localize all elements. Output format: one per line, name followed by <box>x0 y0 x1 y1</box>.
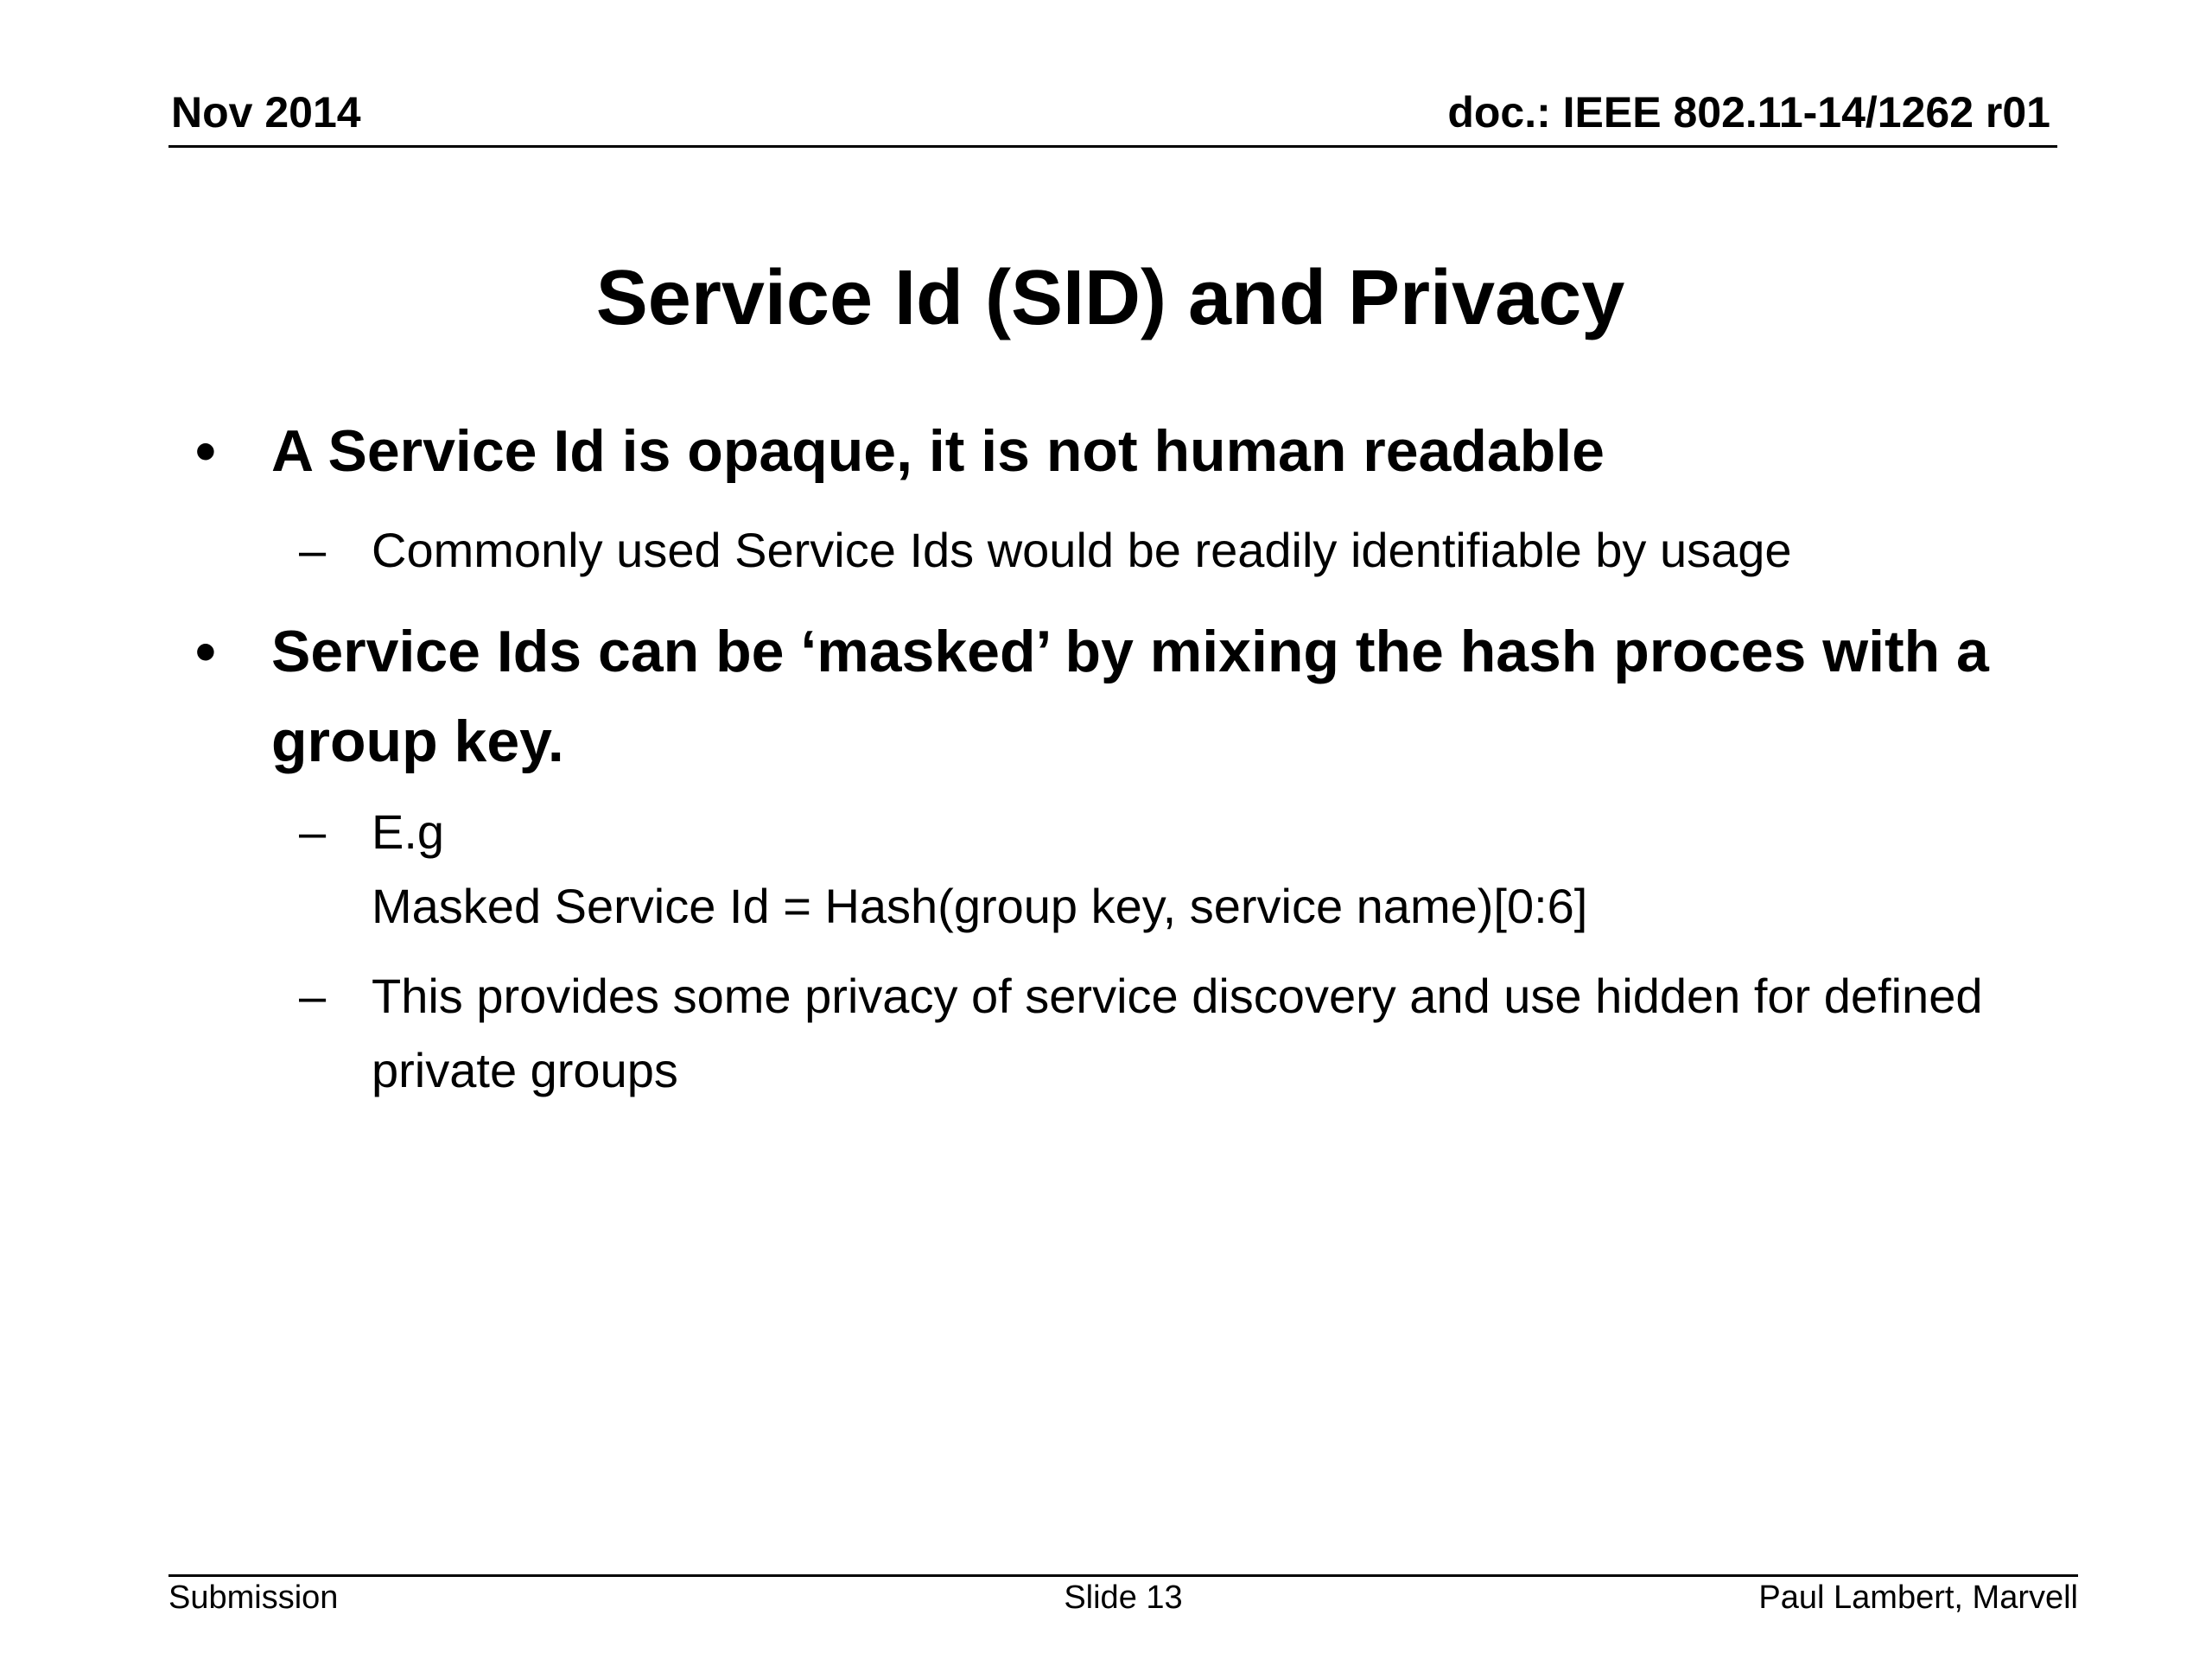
example-label: E.g <box>372 804 445 859</box>
sub-bullet-text: Commonly used Service Ids would be readily identifiable by usage <box>372 523 1792 577</box>
header-date: Nov 2014 <box>171 88 361 137</box>
footer-divider <box>168 1574 2078 1577</box>
footer-submission: Submission <box>168 1580 339 1616</box>
sub-bullet-marker: – <box>299 804 327 859</box>
footer-author: Paul Lambert, Marvell <box>1758 1580 2078 1616</box>
sub-bullet-text <box>372 795 2031 944</box>
bullet-text: A Service Id is opaque, it is not human readable <box>271 418 1605 484</box>
slide-title: Service Id (SID) and Privacy <box>595 255 1625 341</box>
sub-bullet-text: This provides some privacy of service discovery and use hidden for defined private groups <box>372 969 1983 1097</box>
header-doc-id: doc.: IEEE 802.11-14/1262 r01 <box>1447 88 2050 137</box>
header-divider <box>168 145 2057 148</box>
footer-slide-number: Slide 13 <box>1064 1580 1183 1616</box>
sub-bullet-marker: – <box>299 969 327 1023</box>
sub-bullet-marker: – <box>299 523 327 577</box>
masked-id-formula: Masked Service Id = Hash(group key, service name)[0:6] <box>372 879 1588 933</box>
bullet-text: Service Ids can be ‘masked’ by mixing the hash proces with a group key. <box>271 619 1989 774</box>
bullet-marker: • <box>195 418 216 484</box>
bullet-marker: • <box>195 619 216 684</box>
